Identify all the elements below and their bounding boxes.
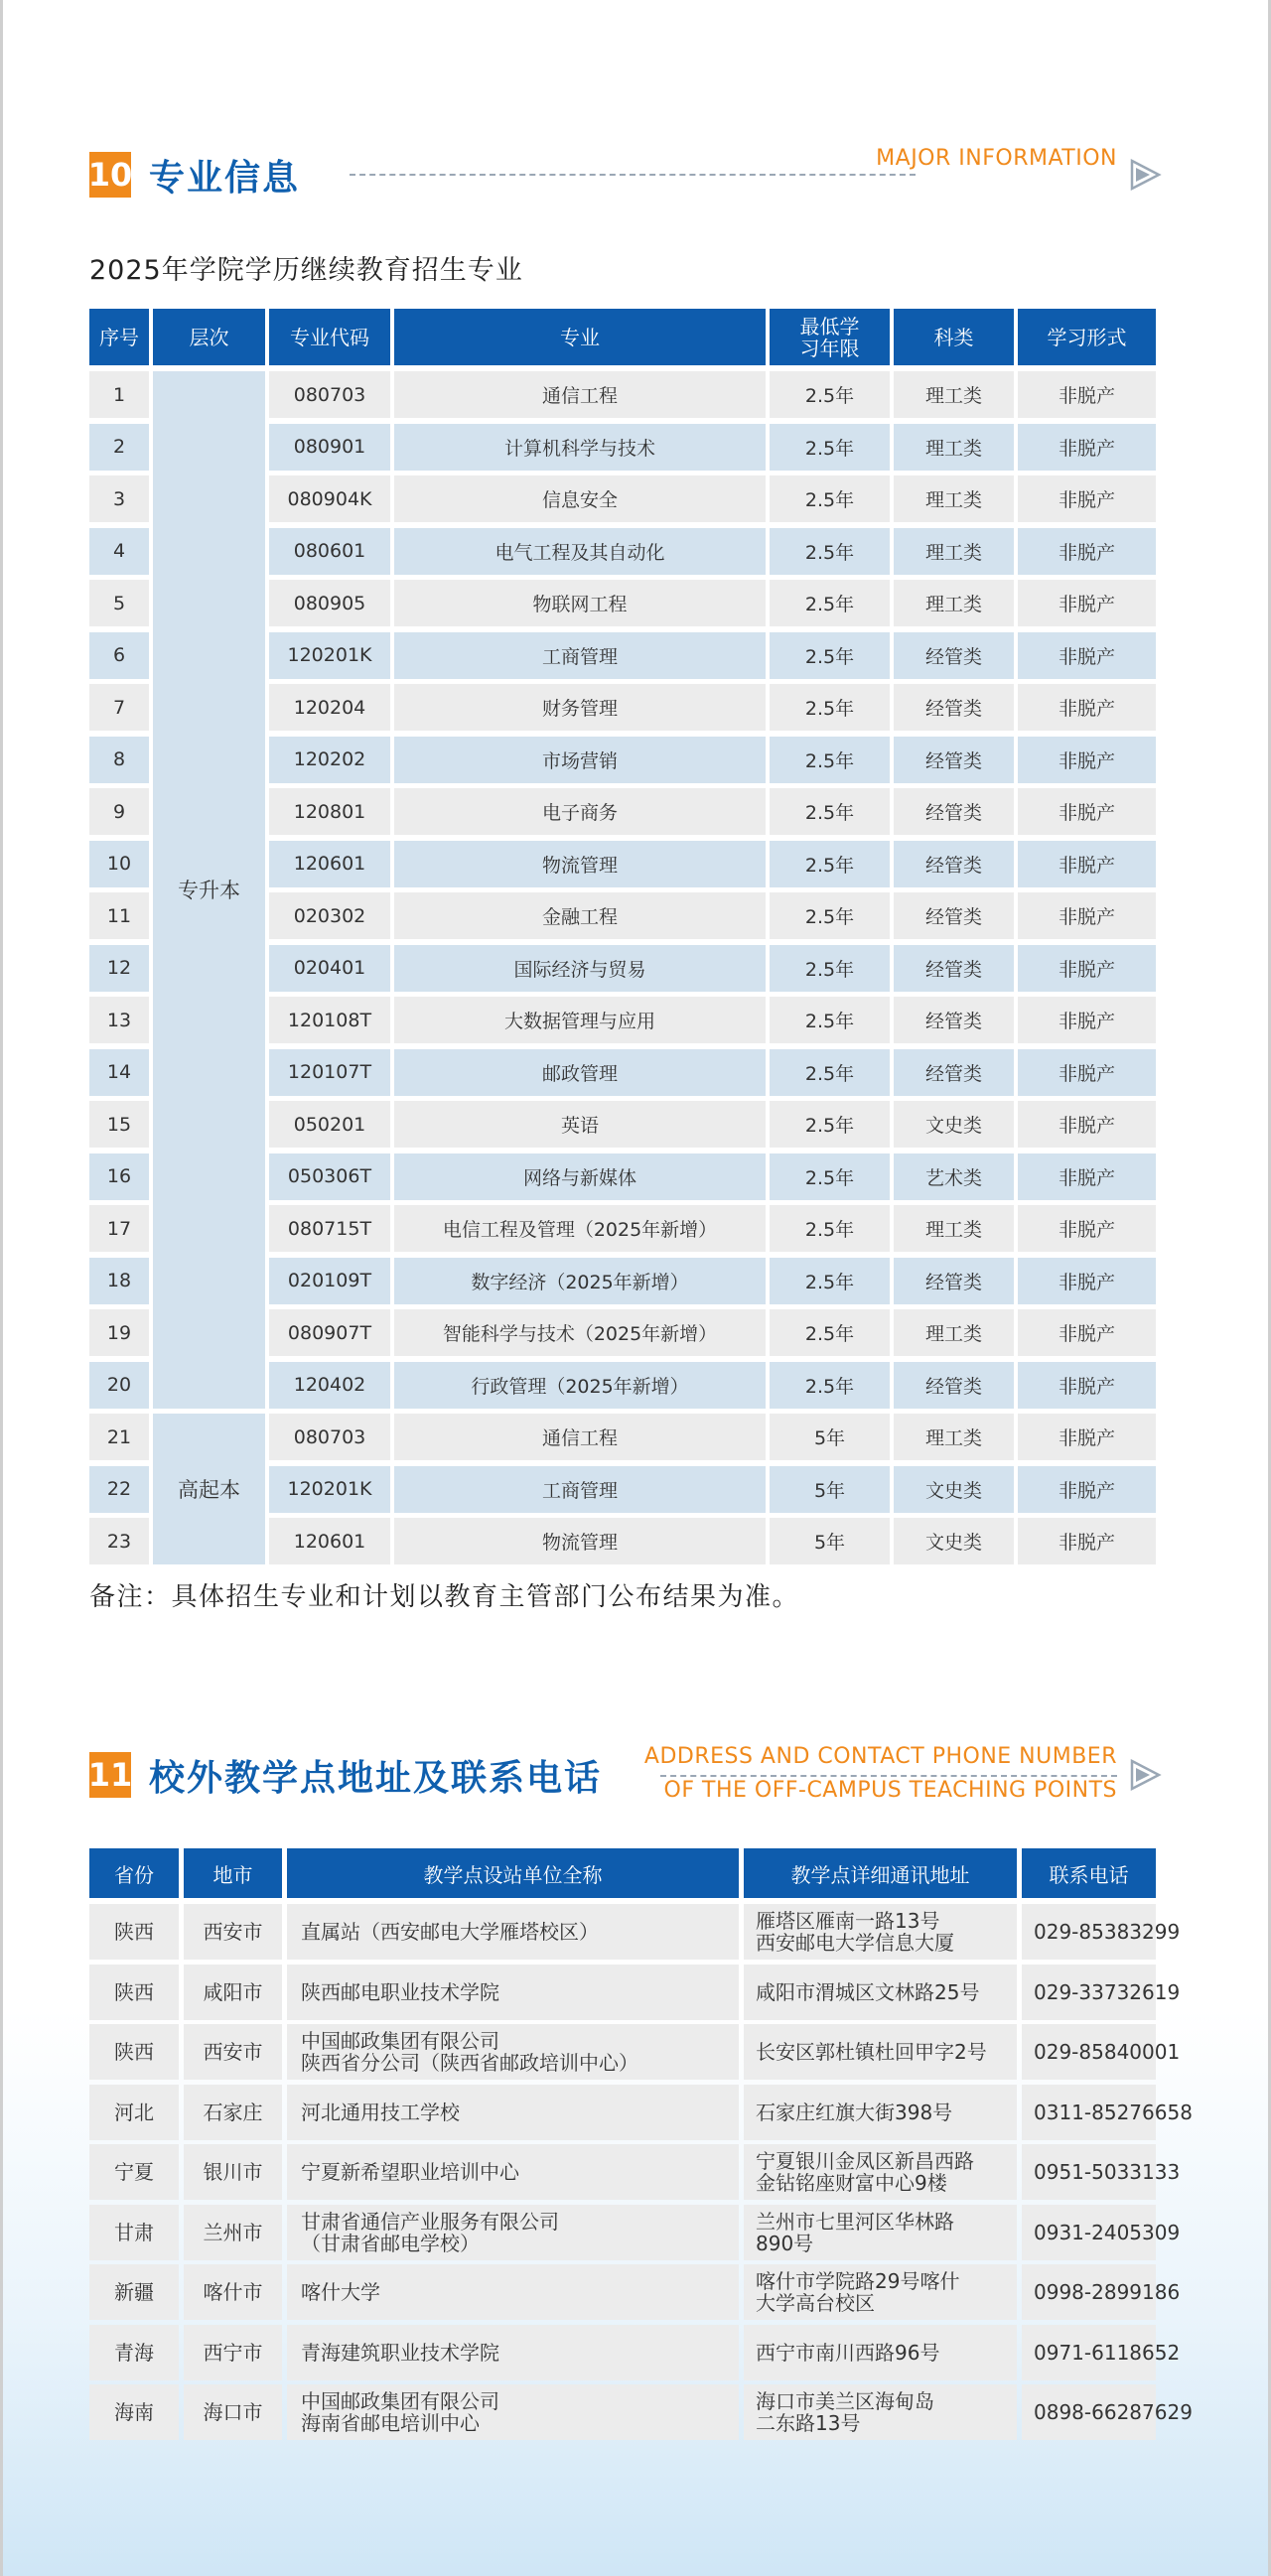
site-province: 甘肃: [89, 2205, 179, 2260]
site-address-line: 石家庄红旗大街398号: [756, 2100, 953, 2124]
site-address-line: 喀什市学院路29号喀什: [756, 2269, 960, 2293]
major-cell-years: 2.5年: [770, 1258, 890, 1304]
major-cell-type: 文史类: [894, 1101, 1014, 1148]
major-cell-years: 2.5年: [770, 371, 890, 418]
major-cell-name: 计算机科学与技术: [394, 424, 766, 471]
major-cell-type: 经管类: [894, 945, 1014, 992]
major-cell-type: 艺术类: [894, 1153, 1014, 1200]
column-header: 联系电话: [1022, 1848, 1156, 1898]
major-cell-type: 经管类: [894, 892, 1014, 939]
major-cell-code: 120107T: [269, 1049, 390, 1096]
major-cell-type: 经管类: [894, 684, 1014, 731]
major-cell-no: 22: [89, 1466, 149, 1513]
major-cell-type: 经管类: [894, 788, 1014, 835]
site-unit-line: 中国邮政集团有限公司: [301, 2389, 499, 2413]
major-cell-code: 120601: [269, 1518, 390, 1564]
major-cell-code: 120601: [269, 841, 390, 887]
site-address-line: 宁夏银川金凤区新昌西路: [756, 2149, 974, 2173]
major-cell-type: 理工类: [894, 475, 1014, 522]
major-cell-no: 17: [89, 1205, 149, 1252]
site-city: 石家庄: [184, 2085, 282, 2140]
major-cell-name: 工商管理: [394, 1466, 766, 1513]
major-cell-name: 物流管理: [394, 1518, 766, 1564]
site-unit-name: [287, 2384, 739, 2440]
major-cell-form: 非脱产: [1018, 1101, 1156, 1148]
site-unit-name: [287, 1904, 739, 1960]
major-cell-name: 行政管理（2025年新增）: [394, 1362, 766, 1409]
column-header: 层次: [153, 309, 265, 365]
site-city: 咸阳市: [184, 1965, 282, 2020]
major-cell-years: 5年: [770, 1518, 890, 1564]
column-header: 学习形式: [1018, 309, 1156, 365]
major-cell-code: 080901: [269, 424, 390, 471]
major-cell-years: 2.5年: [770, 1049, 890, 1096]
major-cell-type: 文史类: [894, 1518, 1014, 1564]
section-english-title: MAJOR INFORMATION: [876, 146, 1117, 171]
major-cell-years: 2.5年: [770, 737, 890, 783]
major-cell-form: 非脱产: [1018, 945, 1156, 992]
major-cell-form: 非脱产: [1018, 475, 1156, 522]
major-cell-type: 理工类: [894, 1205, 1014, 1252]
site-province: 陕西: [89, 2024, 179, 2080]
major-cell-type: 经管类: [894, 841, 1014, 887]
major-cell-code: 080703: [269, 1414, 390, 1460]
site-unit-line: 宁夏新希望职业培训中心: [301, 2160, 519, 2184]
major-cell-no: 2: [89, 424, 149, 471]
site-phone: 0931-2405309: [1022, 2205, 1156, 2260]
majors-note: 备注：具体招生专业和计划以教育主管部门公布结果为准。: [89, 1582, 800, 1612]
major-cell-code: 080905: [269, 580, 390, 626]
major-cell-no: 19: [89, 1309, 149, 1356]
majors-subtitle: 2025年学院学历继续教育招生专业: [89, 255, 523, 286]
column-header: 最低学 习年限: [770, 309, 890, 365]
major-cell-code: 020109T: [269, 1258, 390, 1304]
major-cell-form: 非脱产: [1018, 737, 1156, 783]
major-cell-years: 2.5年: [770, 1309, 890, 1356]
site-address: [744, 2205, 1017, 2260]
site-city: 西安市: [184, 2024, 282, 2080]
site-address-line: 雁塔区雁南一路13号: [756, 1909, 940, 1933]
major-cell-years: 2.5年: [770, 580, 890, 626]
site-province: 宁夏: [89, 2144, 179, 2200]
major-cell-no: 23: [89, 1518, 149, 1564]
site-city: 兰州市: [184, 2205, 282, 2260]
section-10-header: [89, 144, 1162, 203]
site-address-line: 咸阳市渭城区文林路25号: [756, 1979, 980, 2004]
section-11-header: [89, 1742, 1162, 1802]
site-unit-name: [287, 2024, 739, 2080]
major-cell-no: 3: [89, 475, 149, 522]
major-cell-years: 2.5年: [770, 945, 890, 992]
major-cell-code: 050306T: [269, 1153, 390, 1200]
major-cell-name: 网络与新媒体: [394, 1153, 766, 1200]
site-phone: 0311-85276658: [1022, 2085, 1156, 2140]
major-cell-code: 120108T: [269, 997, 390, 1043]
site-city: 喀什市: [184, 2264, 282, 2320]
major-cell-code: 080703: [269, 371, 390, 418]
site-unit-name: [287, 2144, 739, 2200]
major-cell-no: 9: [89, 788, 149, 835]
major-cell-code: 080601: [269, 528, 390, 575]
major-cell-type: 经管类: [894, 1258, 1014, 1304]
column-header: 科类: [894, 309, 1014, 365]
major-cell-type: 文史类: [894, 1466, 1014, 1513]
site-phone: 0998-2899186: [1022, 2264, 1156, 2320]
major-cell-type: 经管类: [894, 632, 1014, 679]
major-cell-no: 21: [89, 1414, 149, 1460]
site-unit-name: [287, 2205, 739, 2260]
major-cell-years: 2.5年: [770, 788, 890, 835]
major-cell-name: 工商管理: [394, 632, 766, 679]
major-cell-name: 电信工程及管理（2025年新增）: [394, 1205, 766, 1252]
site-phone: 0898-66287629: [1022, 2384, 1156, 2440]
major-cell-form: 非脱产: [1018, 1309, 1156, 1356]
major-cell-code: 050201: [269, 1101, 390, 1148]
site-unit-line: 海南省邮电培训中心: [301, 2411, 480, 2435]
play-arrow-icon: [1128, 1758, 1162, 1792]
major-cell-type: 理工类: [894, 371, 1014, 418]
site-unit-line: 喀什大学: [301, 2280, 380, 2304]
major-cell-form: 非脱产: [1018, 1049, 1156, 1096]
major-cell-no: 20: [89, 1362, 149, 1409]
major-cell-no: 14: [89, 1049, 149, 1096]
major-cell-years: 2.5年: [770, 841, 890, 887]
site-unit-line: 河北通用技工学校: [301, 2100, 460, 2124]
site-address-line: 大学高台校区: [756, 2291, 875, 2315]
site-address: [744, 2264, 1017, 2320]
major-cell-years: 5年: [770, 1466, 890, 1513]
major-cell-form: 非脱产: [1018, 1205, 1156, 1252]
major-cell-form: 非脱产: [1018, 841, 1156, 887]
major-cell-form: 非脱产: [1018, 1362, 1156, 1409]
major-cell-type: 理工类: [894, 1309, 1014, 1356]
major-cell-years: 2.5年: [770, 528, 890, 575]
major-cell-form: 非脱产: [1018, 788, 1156, 835]
major-cell-years: 2.5年: [770, 632, 890, 679]
major-cell-years: 2.5年: [770, 684, 890, 731]
column-header: 地市: [184, 1848, 282, 1898]
site-unit-name: [287, 1965, 739, 2020]
major-cell-form: 非脱产: [1018, 684, 1156, 731]
major-cell-code: 080904K: [269, 475, 390, 522]
site-phone: 029-33732619: [1022, 1965, 1156, 2020]
site-unit-line: 中国邮政集团有限公司: [301, 2029, 499, 2053]
major-cell-name: 数字经济（2025年新增）: [394, 1258, 766, 1304]
major-cell-form: 非脱产: [1018, 997, 1156, 1043]
major-cell-no: 12: [89, 945, 149, 992]
major-cell-code: 120202: [269, 737, 390, 783]
site-address-line: 西宁市南川西路96号: [756, 2340, 940, 2365]
site-phone: 0951-5033133: [1022, 2144, 1156, 2200]
major-cell-form: 非脱产: [1018, 580, 1156, 626]
major-cell-no: 6: [89, 632, 149, 679]
major-cell-no: 4: [89, 528, 149, 575]
site-address-line: 二东路13号: [756, 2411, 861, 2435]
site-address: [744, 2384, 1017, 2440]
major-cell-years: 2.5年: [770, 892, 890, 939]
site-province: 陕西: [89, 1904, 179, 1960]
site-unit-line: 直属站（西安邮电大学雁塔校区）: [301, 1920, 599, 1944]
major-cell-type: 经管类: [894, 1362, 1014, 1409]
major-cell-type: 经管类: [894, 737, 1014, 783]
level-cell: 专升本: [153, 371, 265, 1409]
site-address-line: 西安邮电大学信息大厦: [756, 1931, 954, 1955]
major-cell-name: 物联网工程: [394, 580, 766, 626]
site-city: 银川市: [184, 2144, 282, 2200]
site-unit-line: 陕西省分公司（陕西省邮政培训中心）: [301, 2051, 638, 2075]
major-cell-name: 物流管理: [394, 841, 766, 887]
column-header: 省份: [89, 1848, 179, 1898]
major-cell-no: 18: [89, 1258, 149, 1304]
major-cell-no: 10: [89, 841, 149, 887]
major-cell-name: 大数据管理与应用: [394, 997, 766, 1043]
major-cell-code: 080715T: [269, 1205, 390, 1252]
major-cell-no: 13: [89, 997, 149, 1043]
major-cell-no: 5: [89, 580, 149, 626]
site-address: [744, 2325, 1017, 2380]
major-cell-name: 财务管理: [394, 684, 766, 731]
site-province: 陕西: [89, 1965, 179, 2020]
site-address-line: 890号: [756, 2231, 814, 2255]
major-cell-years: 2.5年: [770, 1205, 890, 1252]
site-city: 西宁市: [184, 2325, 282, 2380]
major-cell-name: 通信工程: [394, 1414, 766, 1460]
site-unit-line: 青海建筑职业技术学院: [301, 2340, 499, 2365]
major-cell-code: 120402: [269, 1362, 390, 1409]
major-cell-no: 7: [89, 684, 149, 731]
major-cell-form: 非脱产: [1018, 424, 1156, 471]
site-province: 青海: [89, 2325, 179, 2380]
major-cell-form: 非脱产: [1018, 632, 1156, 679]
major-cell-name: 智能科学与技术（2025年新增）: [394, 1309, 766, 1356]
major-cell-form: 非脱产: [1018, 1466, 1156, 1513]
major-cell-years: 2.5年: [770, 424, 890, 471]
column-header: 专业: [394, 309, 766, 365]
major-cell-form: 非脱产: [1018, 528, 1156, 575]
major-cell-years: 2.5年: [770, 1153, 890, 1200]
play-arrow-icon: [1128, 158, 1162, 192]
section-title: 专业信息: [149, 158, 301, 199]
site-address: [744, 1965, 1017, 2020]
major-cell-form: 非脱产: [1018, 371, 1156, 418]
major-cell-code: 120801: [269, 788, 390, 835]
major-cell-years: 2.5年: [770, 475, 890, 522]
site-address: [744, 2144, 1017, 2200]
major-cell-years: 2.5年: [770, 997, 890, 1043]
major-cell-name: 通信工程: [394, 371, 766, 418]
level-cell: 高起本: [153, 1414, 265, 1564]
major-cell-name: 市场营销: [394, 737, 766, 783]
major-cell-code: 020302: [269, 892, 390, 939]
site-phone: 0971-6118652: [1022, 2325, 1156, 2380]
major-cell-form: 非脱产: [1018, 1518, 1156, 1564]
site-city: 海口市: [184, 2384, 282, 2440]
site-unit-line: （甘肃省邮电学校）: [301, 2231, 480, 2255]
major-cell-code: 080907T: [269, 1309, 390, 1356]
major-cell-years: 2.5年: [770, 1101, 890, 1148]
major-cell-years: 2.5年: [770, 1362, 890, 1409]
column-header: 教学点设站单位全称: [287, 1848, 739, 1898]
section-number: 10: [89, 152, 131, 198]
column-header: 序号: [89, 309, 149, 365]
major-cell-no: 1: [89, 371, 149, 418]
section-english-line-2: OF THE OFF-CAMPUS TEACHING POINTS: [663, 1778, 1117, 1803]
site-unit-name: [287, 2085, 739, 2140]
site-address-line: 海口市美兰区海甸岛: [756, 2389, 934, 2413]
major-cell-type: 理工类: [894, 1414, 1014, 1460]
site-phone: 029-85383299: [1022, 1904, 1156, 1960]
major-cell-name: 电子商务: [394, 788, 766, 835]
site-unit-line: 甘肃省通信产业服务有限公司: [301, 2209, 559, 2234]
major-cell-name: 邮政管理: [394, 1049, 766, 1096]
site-city: 西安市: [184, 1904, 282, 1960]
major-cell-no: 16: [89, 1153, 149, 1200]
site-address: [744, 1904, 1017, 1960]
major-cell-code: 120201K: [269, 632, 390, 679]
major-cell-years: 5年: [770, 1414, 890, 1460]
major-cell-name: 电气工程及其自动化: [394, 528, 766, 575]
site-unit-name: [287, 2325, 739, 2380]
major-cell-type: 理工类: [894, 528, 1014, 575]
site-unit-name: [287, 2264, 739, 2320]
site-province: 新疆: [89, 2264, 179, 2320]
major-cell-name: 英语: [394, 1101, 766, 1148]
site-province: 海南: [89, 2384, 179, 2440]
column-header: 教学点详细通讯地址: [744, 1848, 1017, 1898]
major-cell-type: 理工类: [894, 424, 1014, 471]
major-cell-form: 非脱产: [1018, 1414, 1156, 1460]
section-title: 校外教学点地址及联系电话: [149, 1758, 603, 1799]
major-cell-form: 非脱产: [1018, 1258, 1156, 1304]
site-phone: 029-85840001: [1022, 2024, 1156, 2080]
major-cell-name: 信息安全: [394, 475, 766, 522]
major-cell-code: 120204: [269, 684, 390, 731]
section-number: 11: [89, 1752, 131, 1798]
section-english-line-1: ADDRESS AND CONTACT PHONE NUMBER: [643, 1744, 1117, 1769]
major-cell-type: 经管类: [894, 1049, 1014, 1096]
major-cell-type: 经管类: [894, 997, 1014, 1043]
major-cell-no: 8: [89, 737, 149, 783]
major-cell-no: 15: [89, 1101, 149, 1148]
site-address-line: 长安区郭杜镇杜回甲字2号: [756, 2040, 987, 2064]
major-cell-form: 非脱产: [1018, 1153, 1156, 1200]
major-cell-form: 非脱产: [1018, 892, 1156, 939]
major-cell-name: 金融工程: [394, 892, 766, 939]
site-address: [744, 2024, 1017, 2080]
column-header: 专业代码: [269, 309, 390, 365]
major-cell-no: 11: [89, 892, 149, 939]
major-cell-code: 020401: [269, 945, 390, 992]
site-address-line: 金钻铭座财富中心9楼: [756, 2171, 947, 2195]
site-province: 河北: [89, 2085, 179, 2140]
site-address: [744, 2085, 1017, 2140]
site-unit-line: 陕西邮电职业技术学院: [301, 1979, 499, 2004]
major-cell-name: 国际经济与贸易: [394, 945, 766, 992]
major-cell-code: 120201K: [269, 1466, 390, 1513]
major-cell-type: 理工类: [894, 580, 1014, 626]
site-address-line: 兰州市七里河区华林路: [756, 2209, 954, 2234]
